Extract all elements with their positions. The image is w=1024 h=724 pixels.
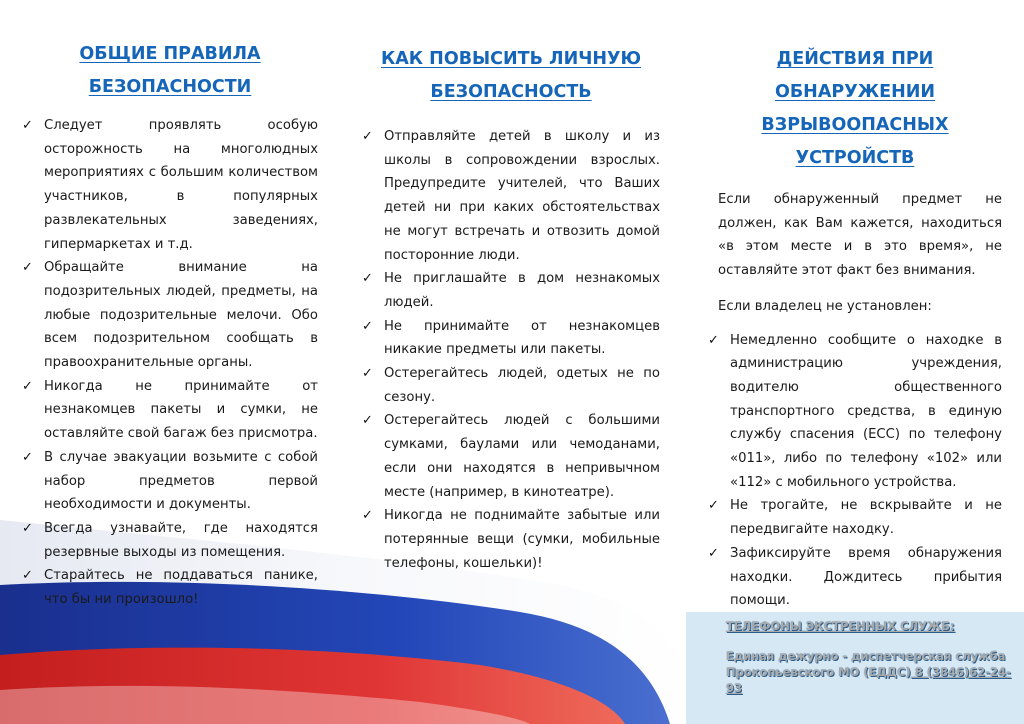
emergency-service-name: Единая дежурно - диспетчерская служба Прокопьевского МО (ЕДДС) — [726, 649, 1006, 679]
check-icon: ✓ — [362, 366, 373, 382]
list-item: ✓ В случае эвакуации возьмите с собой набор предметов первой необходимости и документы. — [22, 446, 318, 517]
check-icon: ✓ — [362, 318, 373, 334]
list-item: ✓ Отправляйте детей в школу и из школы в сопровождении взрослых. Предупредите учителей, что Ваших детей ни при каких обстоятельствах не могут встречать и отвозить домой посторонние люди. — [362, 125, 660, 267]
list-item: ✓ Остерегайтесь людей, одетых не по сезону. — [362, 362, 660, 409]
check-icon: ✓ — [362, 271, 373, 287]
check-icon: ✓ — [22, 520, 33, 536]
explosive-intro-text: Если обнаруженный предмет не должен, как Вам кажется, находиться «в этом месте и в это время», не оставляйте этот факт без внимания. — [718, 192, 1002, 279]
owner-unknown-text: Если владелец не установлен: — [718, 298, 932, 314]
column-explosive-devices — [708, 0, 1002, 613]
list-item: ✓ Старайтесь не поддаваться панике, что бы ни произошло! — [22, 564, 318, 611]
list-item: ✓ Не трогайте, не вскрывайте и не передвигайте находку. — [708, 494, 1002, 541]
check-icon: ✓ — [22, 449, 33, 465]
list-item: ✓ Никогда не принимайте от незнакомцев пакеты и сумки, не оставляйте свой багаж без присмотра. — [22, 375, 318, 446]
list-item: ✓ Немедленно сообщите о находке в администрацию учреждения, водителю общественного транспортного средства, в единую службу спасения (ЕСС) по телефону «011», либо по телефону «102» или «112» с мобильного устройства. — [708, 329, 1002, 495]
column-general-rules — [22, 0, 318, 612]
check-icon: ✓ — [22, 378, 33, 394]
list-item: ✓ Остерегайтесь людей с большими сумками, баулами или чемоданами, если они находятся в непривычном месте (например, в кинотеатре). — [362, 409, 660, 504]
check-icon: ✓ — [362, 129, 373, 144]
explosive-devices-title: ДЕЙСТВИЯ ПРИ ОБНАРУЖЕНИИ ВЗРЫВООПАСНЫХ УСТРОЙСТВ — [761, 49, 949, 168]
emergency-phones-panel — [686, 612, 1024, 724]
check-icon: ✓ — [22, 118, 33, 133]
list-item: ✓ Никогда не поднимайте забытые или потерянные вещи (сумки, мобильные телефоны, кошельки)! — [362, 504, 660, 575]
general-rules-list — [22, 114, 318, 612]
check-icon: ✓ — [708, 332, 719, 348]
list-item: ✓ Всегда узнавайте, где находятся резервные выходы из помещения. — [22, 517, 318, 564]
check-icon: ✓ — [708, 498, 719, 514]
personal-safety-title: КАК ПОВЫСИТЬ ЛИЧНУЮ БЕЗОПАСНОСТЬ — [380, 49, 642, 102]
check-icon: ✓ — [22, 260, 33, 276]
column-personal-safety — [362, 0, 660, 575]
emergency-phone-number: 8 (3846)62-24-93 — [726, 665, 1011, 695]
explosive-actions-list — [708, 329, 1002, 613]
emergency-phones-title: ТЕЛЕФОНЫ ЭКСТРЕННЫХ СЛУЖБ: — [726, 619, 955, 633]
personal-safety-list — [362, 125, 660, 575]
list-item: ✓ Зафиксируйте время обнаружения находки. Дождитесь прибытия помощи. — [708, 542, 1002, 613]
list-item: ✓ Не принимайте от незнакомцев никакие предметы или пакеты. — [362, 315, 660, 362]
check-icon: ✓ — [708, 545, 719, 561]
list-item: ✓ Не приглашайте в дом незнакомых людей. — [362, 267, 660, 314]
emergency-service-text — [726, 648, 1014, 696]
general-rules-title: ОБЩИЕ ПРАВИЛА БЕЗОПАСНОСТИ — [79, 44, 261, 97]
check-icon: ✓ — [22, 568, 33, 584]
check-icon: ✓ — [362, 508, 373, 524]
list-item: ✓ Обращайте внимание на подозрительных людей, предметы, на любые подозрительные мелочи. Обо всем подозрительном сообщать в правоохранительные органы. — [22, 256, 318, 375]
list-item: ✓ Следует проявлять особую осторожность на многолюдных мероприятиях с большим количеством участников, в популярных развлекательных заведениях, гипермаркетах и т.д. — [22, 114, 318, 256]
check-icon: ✓ — [362, 413, 373, 429]
